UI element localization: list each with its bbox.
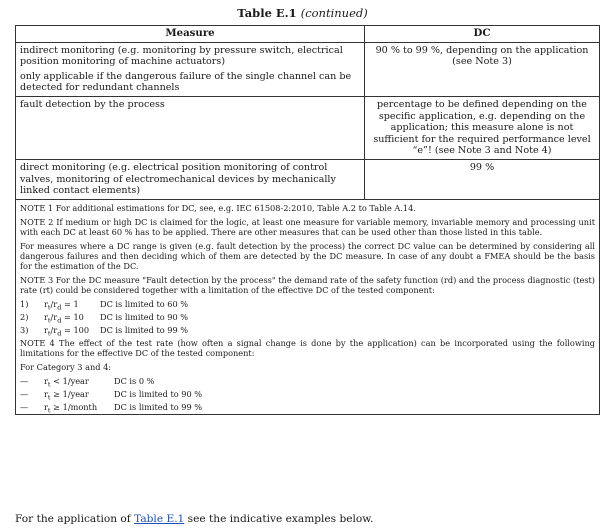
footer-text bbox=[15, 513, 373, 525]
item-number: 1) bbox=[20, 298, 29, 309]
header-dc: DC bbox=[365, 26, 600, 43]
limit-text: DC is limited to 90 % bbox=[114, 388, 203, 399]
note4-item bbox=[20, 401, 595, 415]
rate-condition: $r_t$ ≥ 1/year bbox=[44, 388, 89, 402]
notes-cell bbox=[16, 199, 600, 414]
note3-item bbox=[20, 298, 595, 312]
note4-item bbox=[20, 375, 595, 389]
dc-cell: 99 % bbox=[365, 159, 600, 199]
category-heading: For Category 3 and 4: bbox=[20, 361, 112, 372]
measure-text: indirect monitoring (e.g. monitoring by pressure switch, electrical position monitoring of machine actuators) bbox=[20, 44, 343, 68]
note4-item bbox=[20, 388, 595, 402]
table-row bbox=[16, 96, 600, 159]
note-3: NOTE 3 For the DC measure "Fault detection by the process" the demand rate of the safety function (rd) and the process diagnostic (test) rate (rt) could be considered together with a limitation of the effective DC of the tested component: bbox=[20, 274, 595, 295]
caption-continued: (continued) bbox=[300, 6, 368, 20]
note3-item bbox=[20, 311, 595, 325]
footer-prefix: For the application of bbox=[15, 513, 135, 525]
table-e1-link[interactable]: Table E.1 bbox=[134, 513, 185, 525]
measure-note: only applicable if the dangerous failure of the single channel can be detected for redundant channels bbox=[20, 70, 352, 94]
table-row bbox=[16, 42, 600, 96]
ratio-formula: $r_t/r_d = 1$ bbox=[44, 298, 79, 312]
caption-title: Table E.1 bbox=[237, 6, 297, 20]
rate-condition: $r_t$ < 1/year bbox=[44, 375, 89, 389]
item-number: 2) bbox=[20, 311, 29, 322]
limit-text: DC is limited to 99 % bbox=[100, 324, 189, 335]
measure-cell bbox=[16, 42, 365, 96]
dc-cell: percentage to be defined depending on the specific application, e.g. depending on the application; this measure alone is not sufficient for the required performance level “e”! (see Note 3 and Note 4) bbox=[365, 96, 600, 159]
limit-text: DC is 0 % bbox=[114, 375, 155, 386]
measure-cell: fault detection by the process bbox=[16, 96, 365, 159]
dc-measures-table bbox=[15, 25, 600, 415]
item-dash: — bbox=[20, 401, 29, 412]
note-2: NOTE 2 If medium or high DC is claimed for the logic, at least one measure for variable memory, invariable memory and processing unit with each DC at least 60 % has to be applied. There are other measures that can be used other than those listed in this table. bbox=[20, 216, 595, 237]
table-caption bbox=[0, 6, 605, 20]
note-4: NOTE 4 The effect of the test rate (how often a signal change is done by the application) can be incorporated using the following limitations for the effective DC of the tested component: bbox=[20, 337, 595, 358]
dc-cell: 90 % to 99 %, depending on the application (see Note 3) bbox=[365, 42, 600, 96]
header-row bbox=[16, 26, 600, 43]
item-number: 3) bbox=[20, 324, 29, 335]
ratio-formula: $r_t/r_d = 10$ bbox=[44, 311, 84, 325]
note3-item bbox=[20, 324, 595, 338]
ratio-formula: $r_t/r_d = 100$ bbox=[44, 324, 90, 338]
limit-text: DC is limited to 99 % bbox=[114, 401, 203, 412]
dc-range-paragraph: For measures where a DC range is given (e.g. fault detection by the process) the correct DC value can be determined by considering all dangerous failures and then deciding which of them are detected by the DC measure. In case of any doubt a FMEA should be the basis for the estimation of the DC. bbox=[20, 240, 595, 271]
note-1: NOTE 1 For additional estimations for DC, see, e.g. IEC 61508-2:2010, Table A.2 to Table A.14. bbox=[20, 202, 416, 213]
rate-condition: $r_t$ ≥ 1/month bbox=[44, 401, 98, 415]
notes-row bbox=[16, 199, 600, 414]
footer-suffix: see the indicative examples below. bbox=[184, 513, 374, 525]
table-row bbox=[16, 159, 600, 199]
header-measure: Measure bbox=[16, 26, 365, 43]
item-dash: — bbox=[20, 388, 29, 399]
measure-cell: direct monitoring (e.g. electrical position monitoring of control valves, monitoring of electromechanical devices by mechanically linked contact elements) bbox=[16, 159, 365, 199]
limit-text: DC is limited to 90 % bbox=[100, 311, 189, 322]
item-dash: — bbox=[20, 375, 29, 386]
limit-text: DC is limited to 60 % bbox=[100, 298, 189, 309]
